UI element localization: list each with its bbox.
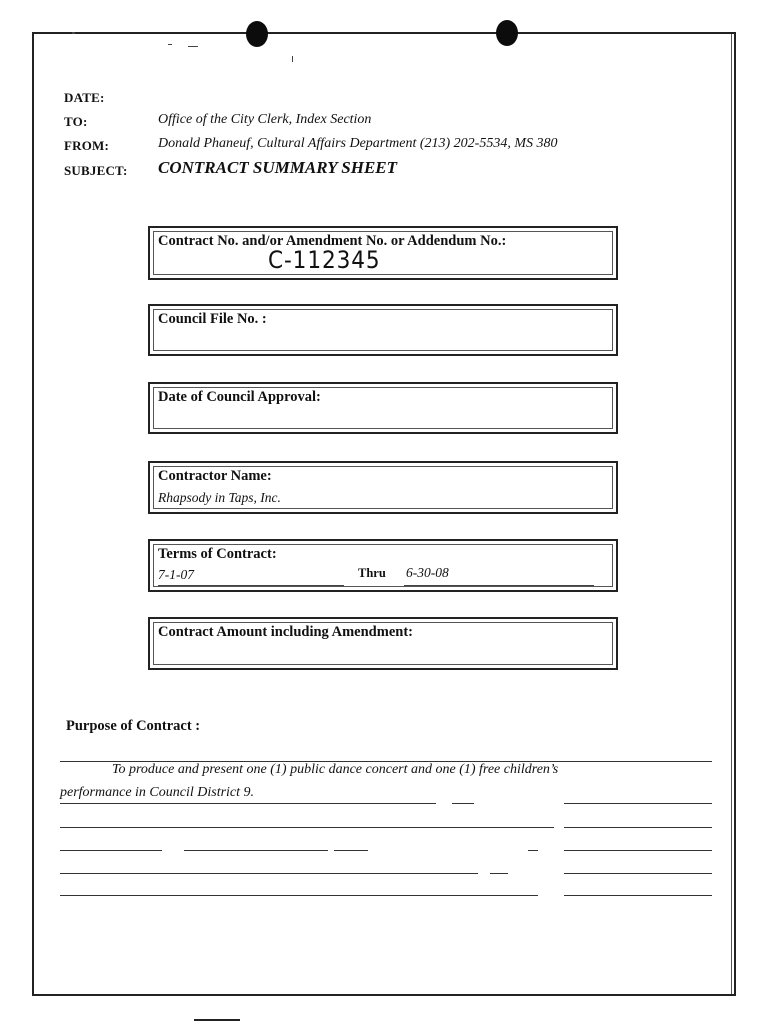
contract-number-box: [148, 226, 618, 280]
date-label: DATE:: [64, 90, 105, 105]
to-label: TO:: [64, 114, 88, 129]
contractor-name-box: [148, 461, 618, 514]
council-file-box: [148, 304, 618, 356]
purpose-text-line2: performance in Council District 9.: [60, 785, 255, 800]
footer-mark: [194, 1019, 240, 1021]
purpose-rule: [452, 803, 474, 804]
from-value: Donald Phaneuf, Cultural Affairs Department (213) 202-5534, MS 380: [158, 136, 558, 151]
purpose-rule: [490, 873, 508, 874]
purpose-label: Purpose of Contract :: [66, 718, 201, 734]
terms-box: [148, 539, 618, 592]
purpose-rule: [60, 827, 554, 828]
contract-number-label: Contract No. and/or Amendment No. or Addendum No.:: [158, 233, 507, 249]
council-approval-label: Date of Council Approval:: [158, 389, 321, 405]
purpose-text-line1: To produce and present one (1) public dance concert and one (1) free children’s: [112, 762, 559, 777]
purpose-rule: [60, 850, 162, 851]
from-label: FROM:: [64, 138, 110, 153]
purpose-rule: [564, 827, 712, 828]
to-value: Office of the City Clerk, Index Section: [158, 112, 372, 127]
punch-hole: [246, 21, 268, 47]
terms-end: 6-30-08: [406, 565, 449, 580]
subject-value: CONTRACT SUMMARY SHEET: [158, 158, 398, 177]
contractor-name-value: Rhapsody in Taps, Inc.: [158, 490, 281, 505]
terms-start: 7-1-07: [158, 567, 194, 582]
purpose-rule: [184, 850, 328, 851]
purpose-rule: [60, 895, 538, 896]
council-file-label: Council File No. :: [158, 311, 267, 327]
purpose-rule: [60, 873, 478, 874]
punch-hole: [496, 20, 518, 46]
purpose-rule: [564, 850, 712, 851]
terms-label: Terms of Contract:: [158, 546, 277, 562]
purpose-rule: [564, 895, 712, 896]
contract-number-value: C-112345: [268, 246, 381, 274]
purpose-rule: [334, 850, 368, 851]
scan-speck: [72, 32, 75, 34]
purpose-rule: [528, 850, 538, 851]
scan-speck: [292, 56, 293, 62]
terms-end-line: [404, 585, 594, 586]
purpose-rule: [564, 803, 712, 804]
terms-start-line: [158, 585, 344, 586]
purpose-rule: [60, 803, 436, 804]
contractor-name-label: Contractor Name:: [158, 468, 272, 484]
scan-speck: [188, 46, 198, 47]
council-approval-box: [148, 382, 618, 434]
scan-speck: [168, 44, 172, 45]
subject-label: SUBJECT:: [64, 163, 128, 178]
terms-thru-label: Thru: [358, 566, 386, 580]
purpose-rule: [564, 873, 712, 874]
contract-amount-box: [148, 617, 618, 670]
contract-amount-label: Contract Amount including Amendment:: [158, 624, 413, 640]
